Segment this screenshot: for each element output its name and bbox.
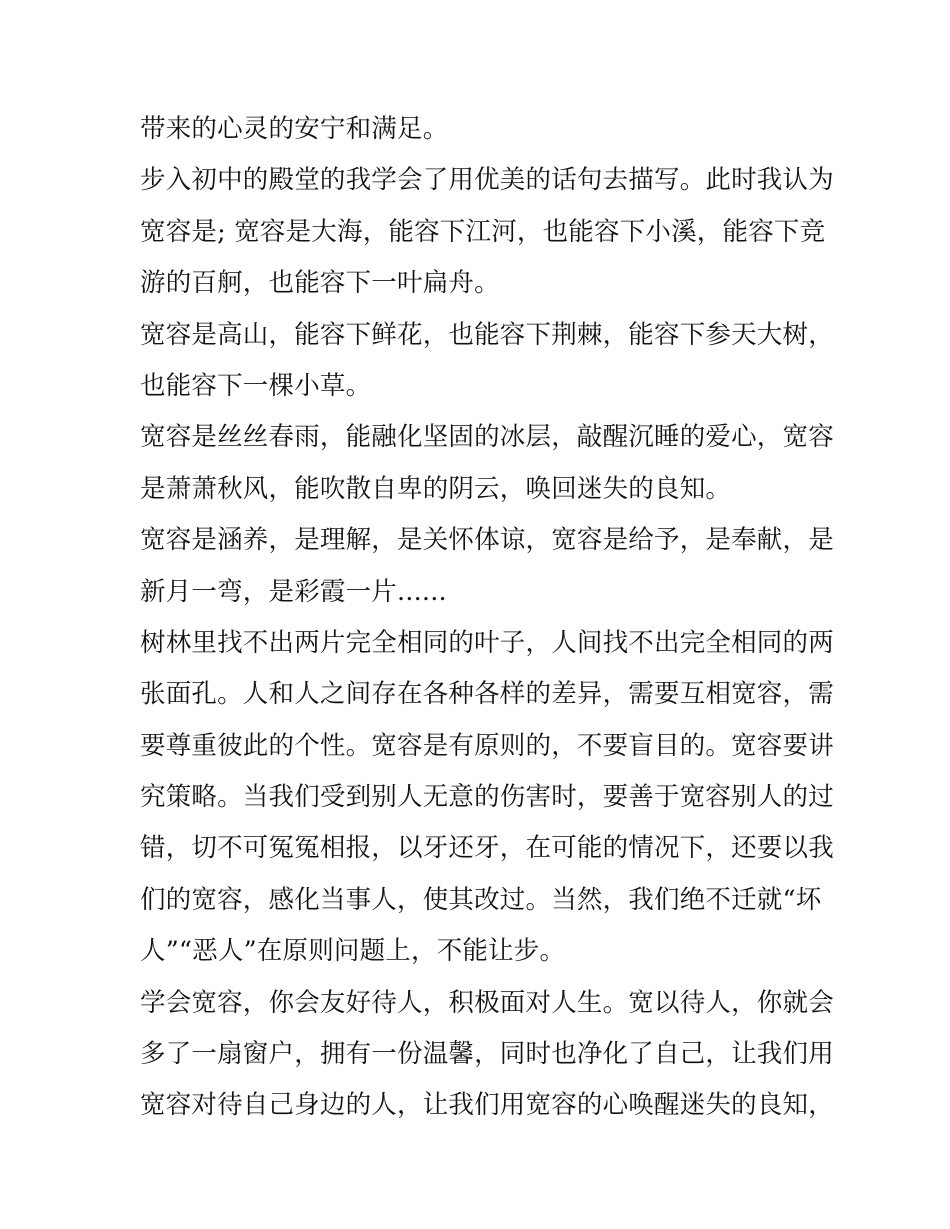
text-line: 学会宽容，你会友好待人，积极面对人生。宽以待人，你就会	[140, 987, 834, 1018]
text-line: 张面孔。人和人之间存在各种各样的差异，需要互相宽容，需	[140, 679, 834, 710]
text-line: 宽容是高山，能容下鲜花，也能容下荆棘，能容下参天大树，	[140, 319, 834, 350]
text-line: 带来的心灵的安宁和满足。	[140, 114, 449, 144]
text-line: 步入初中的殿堂的我学会了用优美的话句去描写。此时我认为	[140, 165, 834, 196]
text-line: 宽容是涵养，是理解，是关怀体谅，宽容是给予，是奉献，是	[140, 525, 834, 556]
body-text	[140, 104, 834, 1132]
text-line: 宽容对待自己身边的人，让我们用宽容的心唤醒迷失的良知，	[140, 1090, 834, 1121]
text-line: 新月一弯，是彩霞一片......	[140, 576, 447, 607]
text-line: 是萧萧秋风，能吹散自卑的阴云，唤回迷失的良知。	[140, 473, 732, 504]
text-line: 错，切不可冤冤相报，以牙还牙，在可能的情况下，还要以我	[140, 833, 834, 864]
text-line: 也能容下一棵小草。	[140, 370, 372, 401]
text-line: 树林里找不出两片完全相同的叶子，人间找不出完全相同的两	[140, 627, 834, 658]
text-line: 究策略。当我们受到别人无意的伤害时，要善于宽容别人的过	[140, 782, 834, 813]
text-line: 多了一扇窗户，拥有一份温馨，同时也净化了自己，让我们用	[140, 1039, 834, 1070]
text-line: 们的宽容，感化当事人，使其改过。当然，我们绝不迁就“坏	[140, 884, 822, 915]
text-line: 宽容是丝丝春雨，能融化坚固的冰层，敲醒沉睡的爱心，宽容	[140, 422, 834, 453]
text-line: 宽容是; 宽容是大海，能容下江河，也能容下小溪，能容下竞	[140, 216, 826, 247]
text-line: 人”“恶人”在原则问题上，不能让步。	[140, 936, 566, 967]
text-line: 游的百舸，也能容下一叶扁舟。	[140, 268, 500, 299]
text-line: 要尊重彼此的个性。宽容是有原则的，不要盲目的。宽容要讲	[140, 730, 834, 761]
